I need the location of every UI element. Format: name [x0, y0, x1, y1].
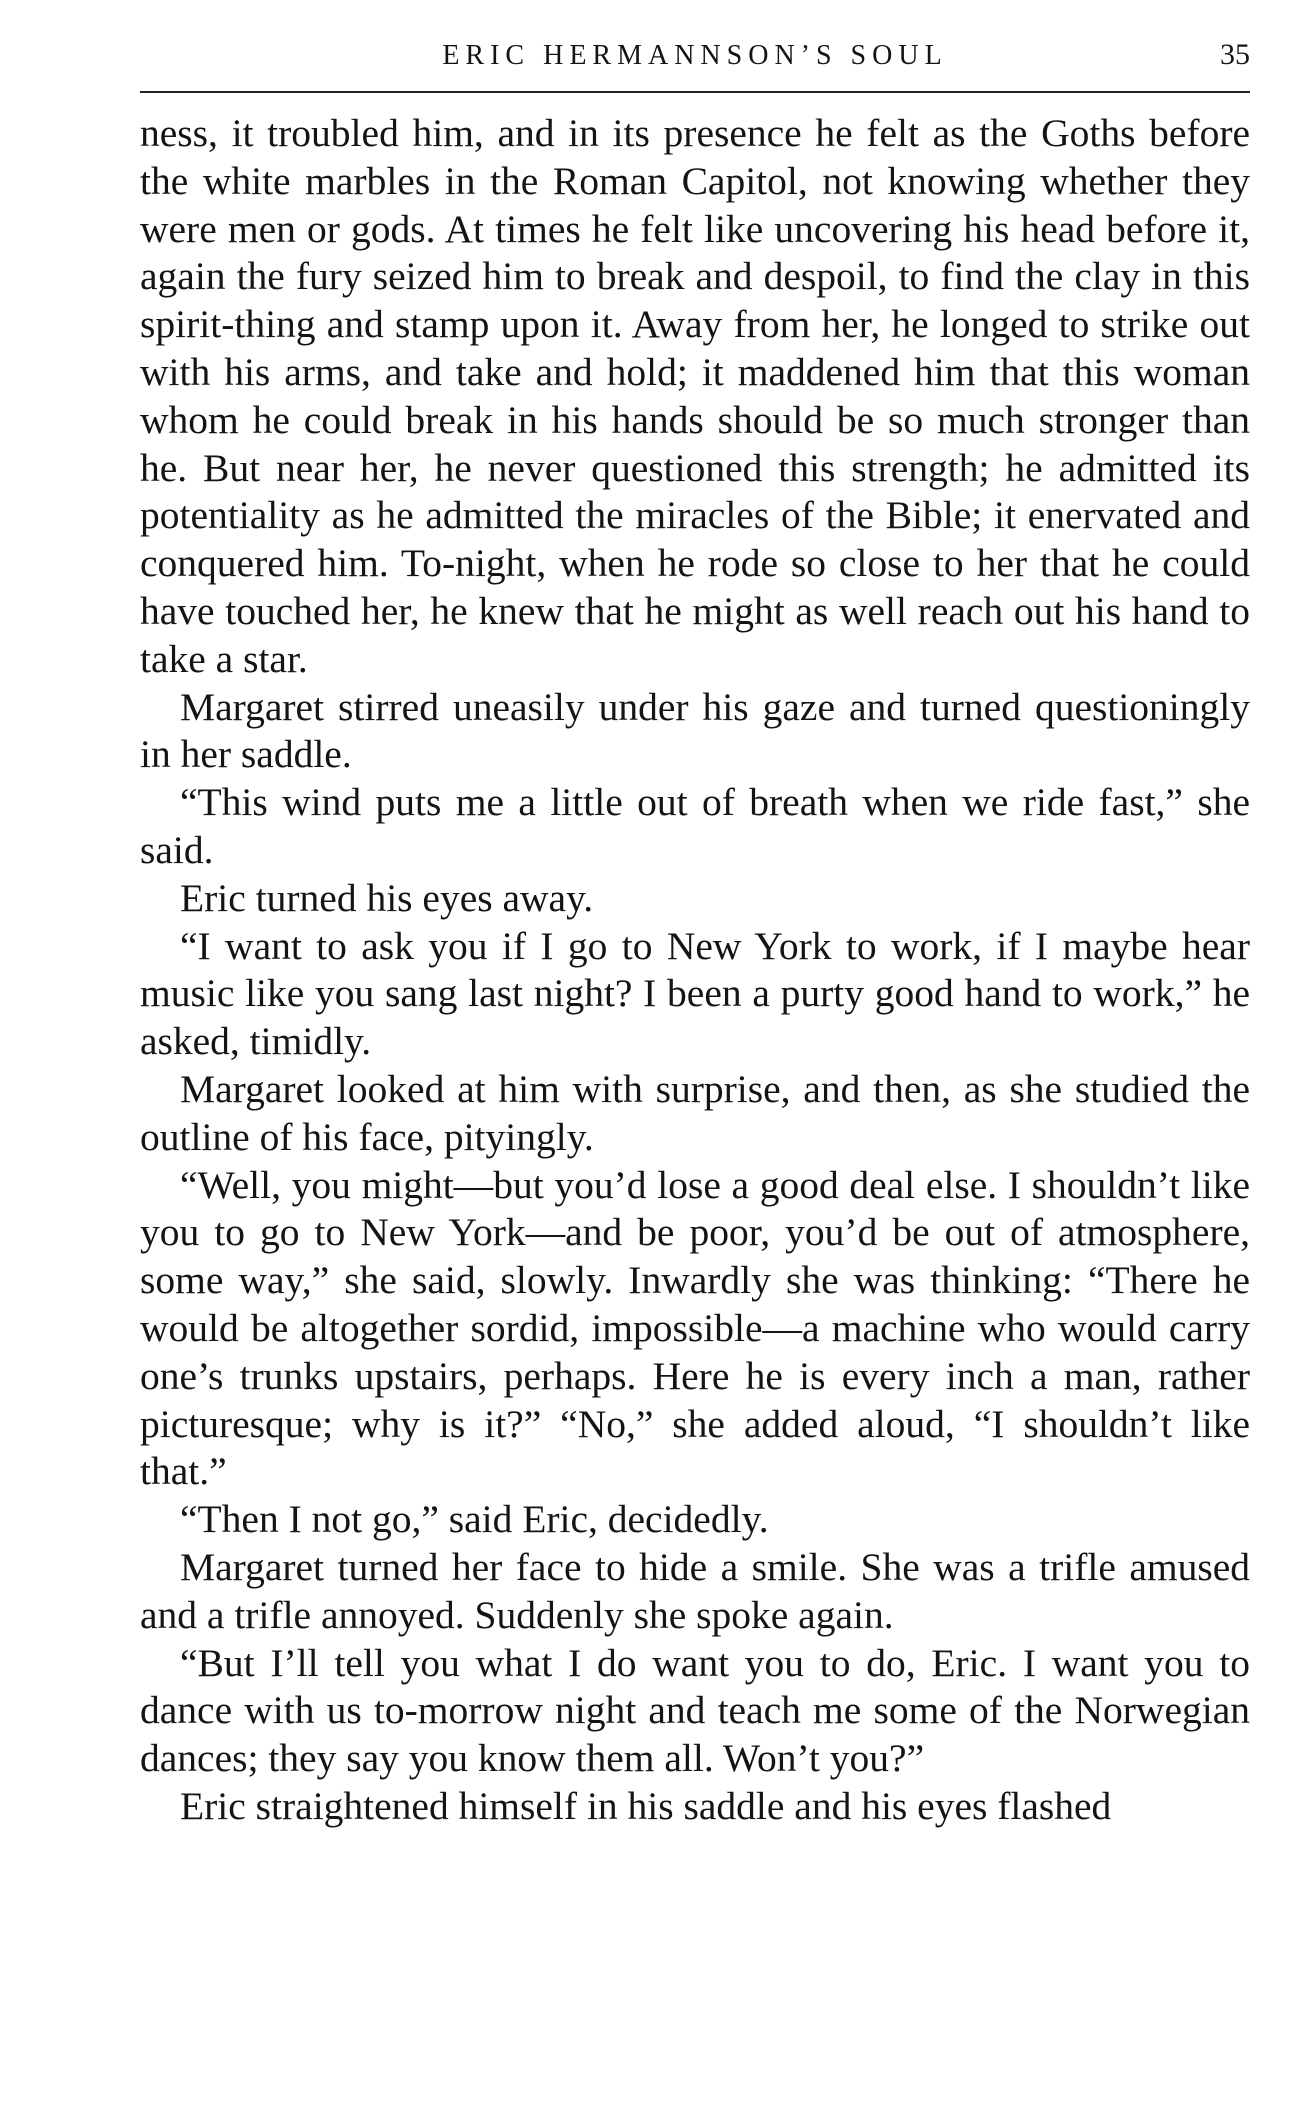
running-head [140, 36, 1250, 86]
paragraph: “I want to ask you if I go to New York to work, if I maybe hear music like you sang last night? I been a purty good hand to work,” he asked, timidly. [140, 923, 1250, 1064]
paragraph: “Well, you might—but you’d lose a good deal else. I shouldn’t like you to go to New York—and be poor, you’d be out of atmosphere, some way,” she said, slowly. Inwardly she was thinking: “There he would be altogether sordid, impossible—a machine who would carry one’s trunks upstairs, perhaps. Here he is every inch a man, rather picturesque; why is it?” “No,” she added aloud, “I shouldn’t like that.” [140, 1162, 1250, 1494]
paragraph: ness, it troubled him, and in its presence he felt as the Goths before the white marbles in the Roman Capitol, not knowing whether they were men or gods. At times he felt like uncovering his head before it, again the fury seized him to break and despoil, to find the clay in this spirit-thing and stamp upon it. Away from her, he longed to strike out with his arms, and take and hold; it maddened him that this woman whom he could break in his hands should be so much stronger than he. But near her, he never questioned this strength; he admitted its potentiality as he admitted the miracles of the Bible; it enervated and conquered him. To-night, when he rode so close to her that he could have touched her, he knew that he might as well reach out his hand to take a star. [140, 111, 1250, 681]
paragraph: “This wind puts me a little out of breath when we ride fast,” she said. [140, 780, 1250, 872]
paragraph: “Then I not go,” said Eric, decidedly. [180, 1497, 769, 1542]
paragraph: Margaret turned her face to hide a smile. She was a trifle amused and a trifle annoyed. Suddenly she spoke again. [140, 1544, 1250, 1637]
paragraph: “But I’ll tell you what I do want you to do, Eric. I want you to dance with us to-morrow night and teach me some of the Norwegian dances; they say you know them all. Won’t you?” [140, 1640, 1250, 1781]
page-number: 35 [1220, 38, 1250, 71]
running-title: ERIC HERMANNSON’S SOUL [442, 40, 948, 71]
body-text [140, 110, 1250, 1831]
paragraph: Margaret looked at him with surprise, and then, as she studied the outline of his face, pityingly. [140, 1066, 1250, 1159]
paragraph: Eric turned his eyes away. [180, 875, 594, 920]
paragraph: Margaret stirred uneasily under his gaze and turned questioningly in her saddle. [140, 684, 1250, 777]
paragraph: Eric straightened himself in his saddle and his eyes flashed [180, 1783, 1112, 1828]
header-rule [140, 91, 1250, 93]
